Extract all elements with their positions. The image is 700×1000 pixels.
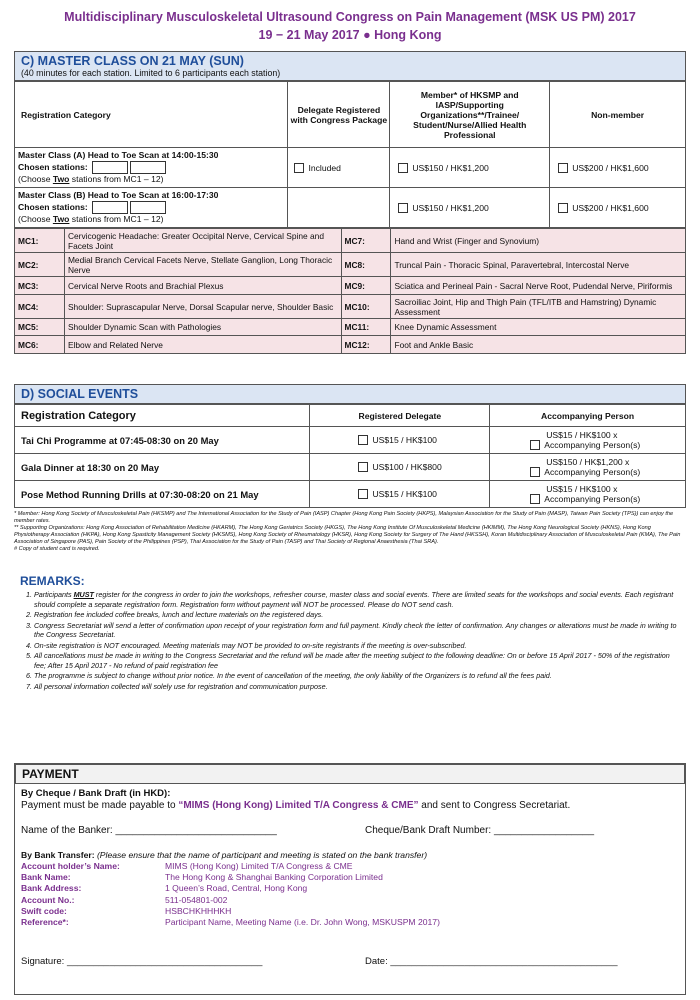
station-code: MC3: xyxy=(15,277,65,295)
bank-detail-label: Reference*: xyxy=(21,917,69,928)
class-b-chosen-label: Chosen stations: xyxy=(18,201,88,212)
bank-detail-row xyxy=(21,906,679,917)
document-title: Multidisciplinary Musculoskeletal Ultrasound Congress on Pain Management (MSK US PM) 2017 xyxy=(64,10,636,24)
social-event-row xyxy=(15,427,686,454)
social-delegate-price: US$15 / HK$100 xyxy=(372,435,437,445)
class-b-choose-note: (Choose Two stations from MC1 – 12) xyxy=(18,214,164,224)
master-class-header xyxy=(14,51,686,81)
social-delegate-price: US$100 / HK$800 xyxy=(372,462,442,472)
social-header xyxy=(14,384,686,404)
master-class-header-row xyxy=(15,82,686,148)
remark-item: 4. On-site registration is NOT encouraged. Meeting materials may NOT be provided to on-site registrants if the meeting is over-subscribed. xyxy=(34,641,680,651)
social-accompany-label: Accompanying Person(s) xyxy=(544,467,641,477)
social-delegate-checkbox[interactable] xyxy=(358,435,368,445)
bank-detail-label: Account holder’s Name: xyxy=(21,861,120,871)
col-member: Member* of HKSMP and IASP/Supporting Organizations**/Trainee/ Student/Nurse/Allied Health Professional xyxy=(390,82,550,148)
col-nonmember: Non-member xyxy=(550,82,686,148)
station-code: MC8: xyxy=(341,253,391,277)
class-a-nonmember-checkbox[interactable] xyxy=(558,163,568,173)
station-code: MC1: xyxy=(15,229,65,253)
station-name: Sacroiliac Joint, Hip and Thigh Pain (TFL/ITB and Hamstring) Dynamic Assessment xyxy=(391,295,686,319)
remarks-list xyxy=(20,590,680,691)
social-col-delegate: Registered Delegate xyxy=(310,405,490,427)
station-code: MC12: xyxy=(341,336,391,354)
station-code: MC9: xyxy=(341,277,391,295)
station-name: Cervicogenic Headache: Greater Occipital Nerve, Cervical Spine and Facets Joint xyxy=(64,229,341,253)
social-accompany-checkbox[interactable] xyxy=(530,467,540,477)
social-accompany-checkbox[interactable] xyxy=(530,494,540,504)
class-a-station-1-input[interactable] xyxy=(92,161,128,174)
master-class-section xyxy=(14,51,686,354)
bank-detail-row xyxy=(21,883,679,894)
remark-item: 2. Registration fee included coffee breaks, lunch and lecture materials on the registered days. xyxy=(34,610,680,620)
remark-item: 5. All cancellations must be made in writing to the Congress Secretariat and the refund will be made after the meeting subject to the following deadline: On or before 15 April 2017 - 50% of the registration fee; After 15 April 2017 - No refund of paid registration fee xyxy=(34,651,680,670)
station-code: MC6: xyxy=(15,336,65,354)
bank-detail-value: The Hong Kong & Shanghai Banking Corporation Limited xyxy=(165,872,383,883)
class-a-member-price: US$150 / HK$1,200 xyxy=(412,162,489,173)
social-accompany-label: Accompanying Person(s) xyxy=(544,494,641,504)
class-a-station-2-input[interactable] xyxy=(130,161,166,174)
class-b-title: Master Class (B) Head to Toe Scan at 16:00-17:30 xyxy=(18,190,219,200)
cheque-payee: “MIMS (Hong Kong) Limited T/A Congress & CME” xyxy=(178,800,419,811)
bank-detail-value: 511-054801-002 xyxy=(165,894,228,905)
class-a-member-checkbox[interactable] xyxy=(398,163,408,173)
social-delegate-cell xyxy=(310,481,490,508)
class-b-station-1-input[interactable] xyxy=(92,201,128,214)
class-a-chosen-label: Chosen stations: xyxy=(18,161,88,172)
footnote-supporting: ** Supporting Organizations: Hong Kong Association of Rehabilitation Medicine (HKARM), The Hong Kong Geriatrics Society (HKGS), The Hong Kong Institute Of Musculoskeletal Medicine (HKIMM), The Hong Kong Neurological Society (HKNS), Hong Kong Physiotherapy Association (HKPA), Hong Kong Spasticity Management Society (HKSMS), Hong Kong Society of Rheumatology (HKSR), Hong Kong Society for Surgery of The Hand (HKSSH), Koran Multidisciplinary Association of Musculoskeletal Pain (KMA), The Pain Association of Singapore (PAS), Pain Society of the Philippines (PSP), Thai Association for the Study of Pain (TASP) and Thai Society of Regional Anaesthesia (Thai SRA). xyxy=(14,525,681,545)
social-accompany-price: US$150 / HK$1,200 x xyxy=(546,456,630,467)
cheque-instruction: Payment must be made payable to “MIMS (Hong Kong) Limited T/A Congress & CME” and sent to Congress Secretariat. xyxy=(21,800,571,811)
document-subtitle: 19 − 21 May 2017 ● Hong Kong xyxy=(258,28,442,42)
social-delegate-price: US$15 / HK$100 xyxy=(372,489,437,499)
cheque-title: By Cheque / Bank Draft (in HKD): xyxy=(21,788,171,799)
signature-field[interactable]: Signature: _____________________________________ xyxy=(21,956,263,968)
bank-detail-row xyxy=(21,872,679,883)
bank-detail-value: MIMS (Hong Kong) Limited T/A Congress & CME xyxy=(165,861,353,871)
station-name: Sciatica and Perineal Pain - Sacral Nerve Root, Pudendal Nerve, Piriformis xyxy=(391,277,686,295)
station-row xyxy=(15,253,686,277)
social-col-category: Registration Category xyxy=(15,405,310,427)
social-delegate-checkbox[interactable] xyxy=(358,462,368,472)
remarks-section xyxy=(20,574,680,692)
master-class-note: (40 minutes for each station. Limited to 6 participants each station) xyxy=(21,68,281,78)
station-row xyxy=(15,277,686,295)
social-accompany-cell xyxy=(490,481,686,508)
remark-item: 7. All personal information collected will solely use for registration and communication purpose. xyxy=(34,682,680,692)
social-accompany-checkbox[interactable] xyxy=(530,440,540,450)
bank-detail-value: 1 Queen’s Road, Central, Hong Kong xyxy=(165,883,308,894)
remarks-title: REMARKS: xyxy=(20,574,85,588)
banker-name-field[interactable]: Name of the Banker: _____________________________ xyxy=(21,825,277,836)
social-event-name: Gala Dinner at 18:30 on 20 May xyxy=(15,454,310,481)
station-code: MC2: xyxy=(15,253,65,277)
station-row xyxy=(15,295,686,319)
class-a-title: Master Class (A) Head to Toe Scan at 14:00-15:30 xyxy=(18,150,219,160)
footnote-student: # Copy of student card is required. xyxy=(14,546,100,552)
class-b-station-2-input[interactable] xyxy=(130,201,166,214)
stations-table xyxy=(14,228,686,354)
social-section xyxy=(14,384,686,508)
class-b-member-checkbox[interactable] xyxy=(398,203,408,213)
class-a-nonmember-price: US$200 / HK$1,600 xyxy=(572,162,649,173)
class-a-row xyxy=(15,148,686,188)
col-category: Registration Category xyxy=(15,82,288,148)
social-accompany-cell xyxy=(490,454,686,481)
social-col-accompany: Accompanying Person xyxy=(490,405,686,427)
date-field[interactable]: Date: ___________________________________________ xyxy=(365,956,618,968)
transfer-title: By Bank Transfer: xyxy=(21,850,95,860)
bank-detail-label: Account No.: xyxy=(21,894,75,905)
social-event-row xyxy=(15,481,686,508)
class-b-row xyxy=(15,188,686,228)
payment-section xyxy=(14,763,686,995)
class-b-member-price: US$150 / HK$1,200 xyxy=(412,202,489,213)
transfer-heading xyxy=(21,850,679,860)
station-code: MC5: xyxy=(15,319,65,336)
cheque-number-field[interactable]: Cheque/Bank Draft Number: __________________ xyxy=(365,825,595,836)
class-b-nonmember-price: US$200 / HK$1,600 xyxy=(572,202,649,213)
station-name: Knee Dynamic Assessment xyxy=(391,319,686,336)
bank-details xyxy=(21,861,679,928)
social-title: D) SOCIAL EVENTS xyxy=(21,387,139,401)
master-class-table xyxy=(14,81,686,228)
station-row xyxy=(15,336,686,354)
social-event-name: Tai Chi Programme at 07:45-08:30 on 20 May xyxy=(15,427,310,454)
remark-item: 6. The programme is subject to change without prior notice. In the event of cancellation of the meeting, the only liability of the Organizers is to refund all the fees paid. xyxy=(34,671,680,681)
footnotes xyxy=(14,511,686,553)
bank-detail-label: Swift code: xyxy=(21,905,67,916)
social-event-row xyxy=(15,454,686,481)
bank-detail-value: HSBCHKHHHKH xyxy=(165,905,232,916)
social-accompany-label: Accompanying Person(s) xyxy=(544,440,641,450)
bank-detail-label: Bank Name: xyxy=(21,872,71,883)
payment-title: PAYMENT xyxy=(15,764,685,784)
remark-item: 1. Participants MUST register for the congress in order to join the workshops, refresher course, master class and social events. There are limited seats for the workshops and social events. Each registrant should complete a separate registration form. Registration form without payment will NOT be processed. Please do NOT send cash. xyxy=(34,590,680,609)
social-accompany-price: US$15 / HK$100 x xyxy=(546,483,618,494)
station-code: MC10: xyxy=(341,295,391,319)
station-row xyxy=(15,229,686,253)
station-name: Hand and Wrist (Finger and Synovium) xyxy=(391,229,686,253)
social-delegate-checkbox[interactable] xyxy=(358,489,368,499)
transfer-note: (Please ensure that the name of participant and meeting is stated on the bank transfer) xyxy=(94,850,428,860)
social-event-name: Pose Method Running Drills at 07:30-08:20 on 21 May xyxy=(15,481,310,508)
station-name: Medial Branch Cervical Facets Nerve, Stellate Ganglion, Long Thoracic Nerve xyxy=(64,253,341,277)
remark-item: 3. Congress Secretariat will send a letter of confirmation upon receipt of your registration form and full payment. Kindly check the letter of confirmation. Any changes or alterations must be made in writing to the Congress Secretariat. xyxy=(34,621,680,640)
bank-detail-label: Bank Address: xyxy=(21,883,82,894)
bank-detail-row xyxy=(21,895,679,906)
class-a-delegate-label: Included xyxy=(308,162,341,173)
class-a-delegate-checkbox[interactable] xyxy=(294,163,304,173)
bank-detail-row xyxy=(21,917,679,928)
station-name: Elbow and Related Nerve xyxy=(64,336,341,354)
station-name: Truncal Pain - Thoracic Spinal, Paravertebral, Intercostal Nerve xyxy=(391,253,686,277)
footnote-member: * Member: Hong Kong Society of Musculoskeletal Pain (HKSMP) and The International Association for the Study of Pain (IASP) Chapter (Hong Kong Pain Society (HKPS), Malaysian Association for the Study of Pain (MASP), Taiwan Pain Society (TPS)) can enjoy the member rates. xyxy=(14,511,674,524)
station-name: Foot and Ankle Basic xyxy=(391,336,686,354)
col-delegate: Delegate Registered with Congress Package xyxy=(288,82,390,148)
station-name: Cervical Nerve Roots and Brachial Plexus xyxy=(64,277,341,295)
station-code: MC4: xyxy=(15,295,65,319)
station-name: Shoulder Dynamic Scan with Pathologies xyxy=(64,319,341,336)
station-row xyxy=(15,319,686,336)
bank-detail-row xyxy=(21,861,679,872)
class-a-choose-note: (Choose Two stations from MC1 – 12) xyxy=(18,174,164,184)
social-accompany-cell xyxy=(490,427,686,454)
station-code: MC11: xyxy=(341,319,391,336)
social-delegate-cell xyxy=(310,427,490,454)
class-b-delegate-cell xyxy=(288,188,390,228)
class-b-nonmember-checkbox[interactable] xyxy=(558,203,568,213)
station-name: Shoulder: Suprascapular Nerve, Dorsal Scapular nerve, Shoulder Basic xyxy=(64,295,341,319)
station-code: MC7: xyxy=(341,229,391,253)
bank-detail-value: Participant Name, Meeting Name (i.e. Dr. John Wong, MSKUSPM 2017) xyxy=(165,917,440,928)
social-accompany-price: US$15 / HK$100 x xyxy=(546,429,618,440)
master-class-title: C) MASTER CLASS ON 21 MAY (SUN) xyxy=(21,54,244,68)
social-table xyxy=(14,404,686,508)
social-delegate-cell xyxy=(310,454,490,481)
